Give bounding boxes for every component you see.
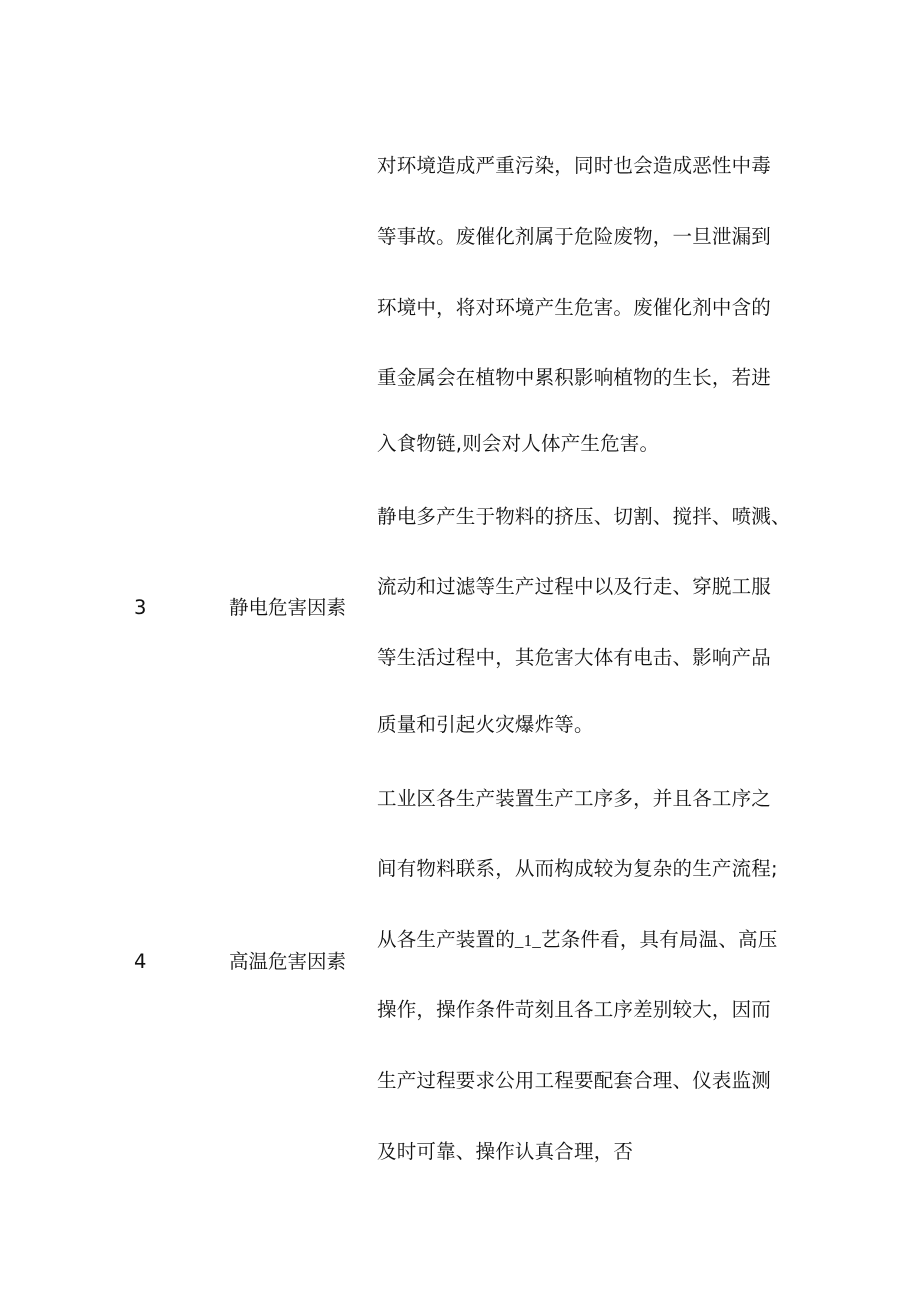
description-line (377, 928, 777, 953)
description-line: 流动和过滤等生产过程中以及行走、穿脱工服 (377, 575, 772, 598)
description-line: 及时可靠、操作认真合理，否 (377, 1140, 634, 1163)
description-line: 等事故。废催化剂属于危险废物，一旦泄漏到 (377, 225, 772, 248)
garbled-fragment: _1_ (514, 931, 542, 950)
description-line: 等生活过程中，其危害大体有电击、影响产品 (377, 646, 772, 669)
description-line: 环境中，将对环境产生危害。废催化剂中含的 (377, 296, 772, 319)
description-line: 操作，操作条件苛刻且各工序差别较大，因而 (377, 998, 772, 1021)
description-line: 工业区各生产装置生产工序多，并且各工序之 (377, 787, 772, 810)
line-segment: 从各生产装置的 (377, 928, 515, 951)
description-line: 生产过程要求公用工程要配套合理、仪表监测 (377, 1069, 772, 1092)
description-line: 静电多产生于物料的挤压、切割、搅拌、喷溅、 (377, 505, 791, 528)
row-number: 3 (134, 596, 147, 619)
hazard-factor-name: 高温危害因素 (229, 950, 347, 973)
hazard-factor-name: 静电危害因素 (229, 596, 347, 619)
row-number: 4 (134, 950, 147, 973)
description-line: 质量和引起火灾爆炸等。 (377, 713, 594, 736)
line-segment: 艺条件看，具有局温、高压 (541, 928, 778, 951)
description-line: 对环境造成严重污染，同时也会造成恶性中毒 (377, 154, 772, 177)
description-line: 入食物链,则会对人体产生危害。 (377, 432, 660, 455)
description-line: 间有物料联系，从而构成较为复杂的生产流程; (377, 857, 778, 880)
description-line: 重金属会在植物中累积影响植物的生长，若进 (377, 366, 772, 389)
